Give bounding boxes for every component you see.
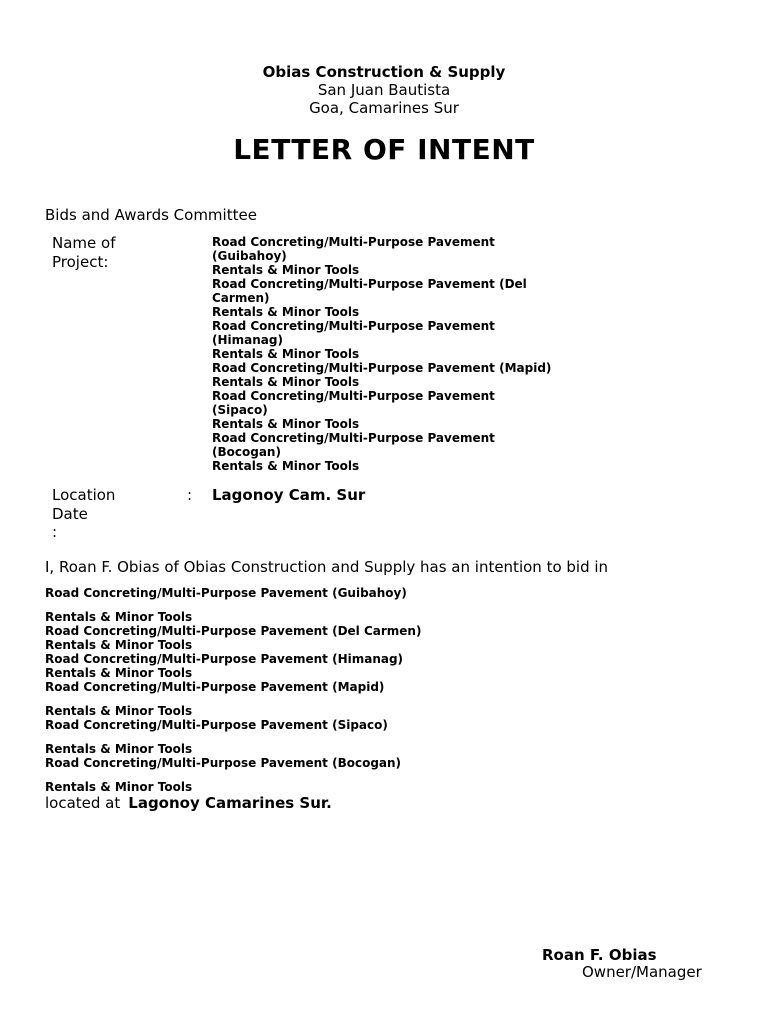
project-line: Road Concreting/Multi-Purpose Pavement (Mapid) <box>212 361 552 375</box>
intent-statement: I, Roan F. Obias of Obias Construction and Supply has an intention to bid in <box>45 558 609 576</box>
bid-list-group <box>45 742 685 770</box>
bid-list-item: Rentals & Minor Tools <box>45 666 193 680</box>
company-name: Obias Construction & Supply <box>262 63 506 81</box>
project-line: Rentals & Minor Tools <box>212 375 360 389</box>
bid-list-item: Rentals & Minor Tools <box>45 704 193 718</box>
project-line: Road Concreting/Multi-Purpose Pavement <box>212 431 495 445</box>
project-line: Rentals & Minor Tools <box>212 347 360 361</box>
bid-list-group <box>45 610 685 694</box>
project-line: (Himanag) <box>212 333 283 347</box>
bid-list-group <box>45 586 685 600</box>
project-line: Rentals & Minor Tools <box>212 305 360 319</box>
location-colon: : <box>187 486 193 504</box>
bid-list-group <box>45 704 685 732</box>
project-line: Road Concreting/Multi-Purpose Pavement (Del <box>212 277 527 291</box>
date-colon: : <box>52 523 58 541</box>
bid-list-item: Road Concreting/Multi-Purpose Pavement (Sipaco) <box>45 718 388 732</box>
project-name-list <box>212 235 632 473</box>
bid-list-item: Road Concreting/Multi-Purpose Pavement (Del Carmen) <box>45 624 422 638</box>
project-line: (Bocogan) <box>212 445 281 459</box>
project-line: Road Concreting/Multi-Purpose Pavement <box>212 389 495 403</box>
project-line: Rentals & Minor Tools <box>212 459 360 473</box>
letter-title: LETTER OF INTENT <box>233 133 535 166</box>
bid-list-item: Road Concreting/Multi-Purpose Pavement (Guibahoy) <box>45 586 407 600</box>
project-name-label-line1: Name of <box>52 234 116 252</box>
project-line: (Guibahoy) <box>212 249 287 263</box>
project-line: Rentals & Minor Tools <box>212 417 360 431</box>
bid-list-item: Road Concreting/Multi-Purpose Pavement (Himanag) <box>45 652 404 666</box>
bid-list-group <box>45 780 685 794</box>
project-line: Rentals & Minor Tools <box>212 263 360 277</box>
bid-list-item: Rentals & Minor Tools <box>45 742 193 756</box>
recipient: Bids and Awards Committee <box>45 206 257 224</box>
project-line: Road Concreting/Multi-Purpose Pavement <box>212 235 495 249</box>
project-line: (Sipaco) <box>212 403 268 417</box>
company-address-line2: Goa, Camarines Sur <box>309 99 459 117</box>
project-name-label <box>52 234 172 272</box>
project-name-label-line2: Project: <box>52 253 109 271</box>
location-label: Location <box>52 486 116 504</box>
located-place: Lagonoy Camarines Sur. <box>128 794 332 812</box>
company-address-line1: San Juan Bautista <box>317 81 451 99</box>
location-sentence <box>45 794 332 813</box>
bid-list-item: Road Concreting/Multi-Purpose Pavement (Bocogan) <box>45 756 402 770</box>
located-prefix: located at <box>45 794 121 812</box>
bid-list-item: Rentals & Minor Tools <box>45 638 193 652</box>
bid-list-item: Road Concreting/Multi-Purpose Pavement (Mapid) <box>45 680 385 694</box>
signatory-name: Roan F. Obias <box>542 946 657 964</box>
bid-list-item: Rentals & Minor Tools <box>45 780 193 794</box>
project-line: Road Concreting/Multi-Purpose Pavement <box>212 319 495 333</box>
signatory-title: Owner/Manager <box>582 963 702 981</box>
date-label: Date <box>52 505 88 523</box>
bid-list-item: Rentals & Minor Tools <box>45 610 193 624</box>
location-value: Lagonoy Cam. Sur <box>212 486 366 504</box>
project-line: Carmen) <box>212 291 270 305</box>
